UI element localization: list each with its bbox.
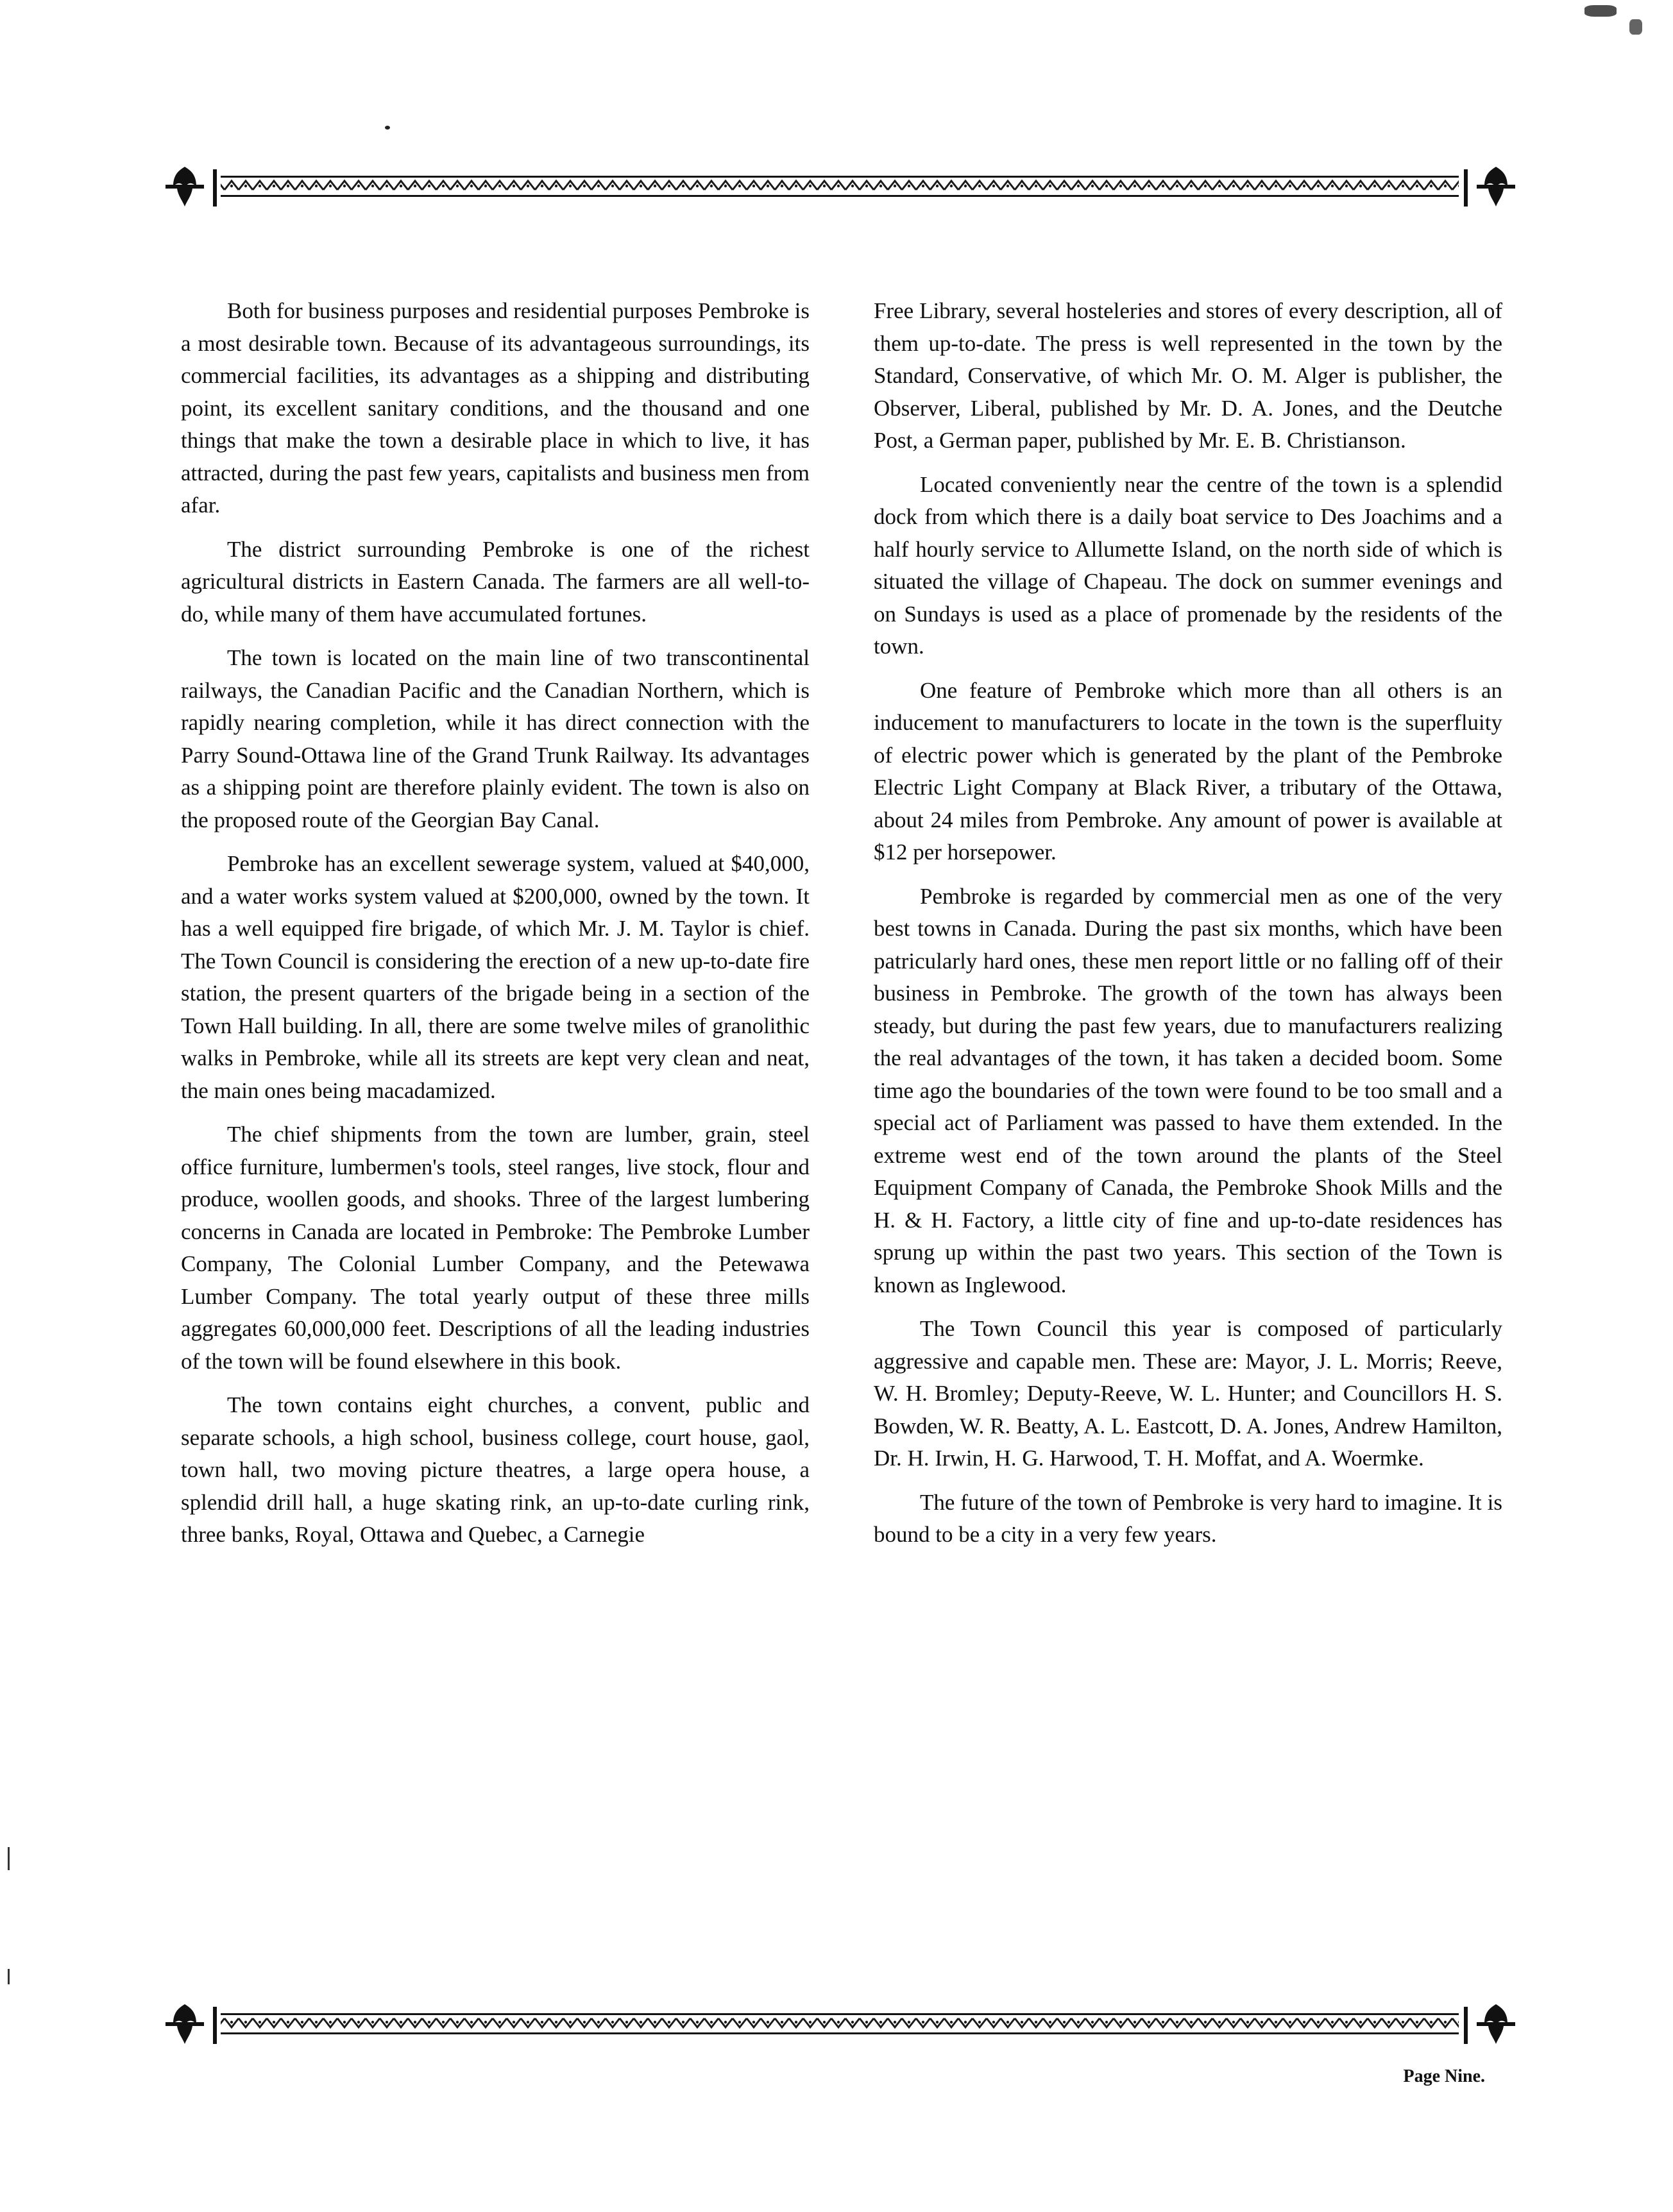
scan-speck xyxy=(1584,5,1617,17)
page-number: Page Nine. xyxy=(1403,2066,1485,2086)
right-border-bar xyxy=(1464,169,1468,207)
scan-edge-mark xyxy=(8,1969,10,1984)
scan-edge-mark xyxy=(8,1847,10,1870)
left-column xyxy=(181,295,810,1924)
fleur-de-lis-icon-left xyxy=(166,167,204,207)
zigzag-band xyxy=(221,2014,1459,2034)
paragraph: Located conveniently near the centre of the town is a splendid dock from which there is a daily boat service to Des Joachims and a half hourly service to Allumette Island, on the north side of which is situated the village of Chapeau. The dock on summer evenings and on Sundays is used as a place of promenade by the residents of the town. xyxy=(874,471,1502,659)
paragraph: The chief shipments from the town are lumber, grain, steel office furniture, lumbermen's tools, steel ranges, live stock, flour and produce, woollen goods, and shooks. Three of the largest lumbering concerns in Canada are located in Pembroke: The Pembroke Lumber Company, The Colonial Lumber Company, and the Petewawa Lumber Company. The total yearly output of these three mills aggregates 60,000,000 feet. Descriptions of all the leading industries of the town will be found elsewhere in this book. xyxy=(181,1122,810,1374)
bottom-border-svg xyxy=(154,1998,1527,2049)
paragraph: The future of the town of Pembroke is very hard to imagine. It is bound to be a city in a very few years. xyxy=(874,1489,1502,1547)
zigzag-band xyxy=(221,177,1459,196)
scan-speck xyxy=(1629,19,1642,35)
top-border-svg xyxy=(154,160,1527,212)
paragraph: The Town Council this year is composed of particularly aggressive and capable men. These are: Mayor, J. L. Morris; Reeve, W. H. Bromley; Deputy-Reeve, W. L. Hunter; and Councillors H. S. Bowden, W. R. Beatty, A. L. Eastcott, D. A. Jones, Andrew Hamilton, Dr. H. Irwin, H. G. Harwood, T. H. Moffat, and A. Woermke. xyxy=(874,1316,1502,1471)
paragraph: One feature of Pembroke which more than all others is an inducement to manufacturers to locate in the town is the superfluity of electric power which is generated by the plant of the Pembroke Electric Light Company at Black River, a tributary of the Ottawa, about 24 miles from Pembroke. Any amount of power is available at $12 per horsepower. xyxy=(874,677,1502,865)
paragraph: The district surrounding Pembroke is one of the richest agricultural districts in Eastern Canada. The farmers are all well-to-do, while many of them have accumulated fortunes. xyxy=(181,536,810,627)
bottom-ornamental-border xyxy=(154,1998,1527,2049)
article-columns xyxy=(181,295,1502,1924)
paragraph: The town is located on the main line of two transcontinental railways, the Canadian Pacific and the Canadian Northern, which is rapidly nearing completion, while it has direct connection with the Parry Sound-Ottawa line of the Grand Trunk Railway. Its advantages as a shipping point are therefore plainly evident. The town is also on the proposed route of the Georgian Bay Canal. xyxy=(181,645,810,832)
scan-speck xyxy=(385,126,390,130)
paragraph: Pembroke has an excellent sewerage system, valued at $40,000, and a water works system valued at $200,000, owned by the town. It has a well equipped fire brigade, of which Mr. J. M. Taylor is chief. The Town Council is considering the erection of a new up-to-date fire station, the present quarters of the brigade being in a section of the Town Hall building. In all, there are some twelve miles of granolithic walks in Pembroke, while all its streets are kept very clean and neat, the main ones being macadamized. xyxy=(181,851,810,1103)
right-border-bar xyxy=(1464,2007,1468,2044)
paragraph: Free Library, several hosteleries and stores of every description, all of them up-to-date. The press is well represented in the town by the Standard, Conservative, of which Mr. O. M. Alger is publisher, the Observer, Liberal, published by Mr. D. A. Jones, and the Deutche Post, a German paper, published by Mr. E. B. Christianson. xyxy=(874,298,1502,453)
fleur-de-lis-icon-right xyxy=(1477,167,1515,207)
fleur-de-lis-icon-left xyxy=(166,2004,204,2044)
top-ornamental-border xyxy=(154,160,1527,212)
paragraph: Pembroke is regarded by commercial men as one of the very best towns in Canada. During the past six months, which have been patricularly hard ones, these men report little or no falling off of their business in Pembroke. The growth of the town has always been steady, but during the past few years, due to manufacturers realizing the real advantages of the town, it has taken a decided boom. Some time ago the boundaries of the town were found to be too small and a special act of Parliament was passed to have them extended. In the extreme west end of the town around the plants of the Steel Equipment Company of Canada, the Pembroke Shook Mills and the H. & H. Factory, a little city of fine and up-to-date residences has sprung up within the past two years. This section of the Town is known as Inglewood. xyxy=(874,883,1502,1297)
right-column xyxy=(874,295,1502,1924)
paragraph: Both for business purposes and residential purposes Pembroke is a most desirable town. Because of its advantageous surroundings, its commercial facilities, its advantages as a shipping and distributing point, its excellent sanitary conditions, and the thousand and one things that make the town a desirable place in which to live, it has attracted, during the past few years, capitalists and business men from afar. xyxy=(181,298,810,518)
fleur-de-lis-icon-right xyxy=(1477,2004,1515,2044)
paragraph: The town contains eight churches, a convent, public and separate schools, a high school, business college, court house, gaol, town hall, two moving picture theatres, a large opera house, a splendid drill hall, a huge skating rink, an up-to-date curling rink, three banks, Royal, Ottawa and Quebec, a Carnegie xyxy=(181,1392,810,1547)
left-border-bar xyxy=(213,2007,217,2044)
left-border-bar xyxy=(213,169,217,207)
